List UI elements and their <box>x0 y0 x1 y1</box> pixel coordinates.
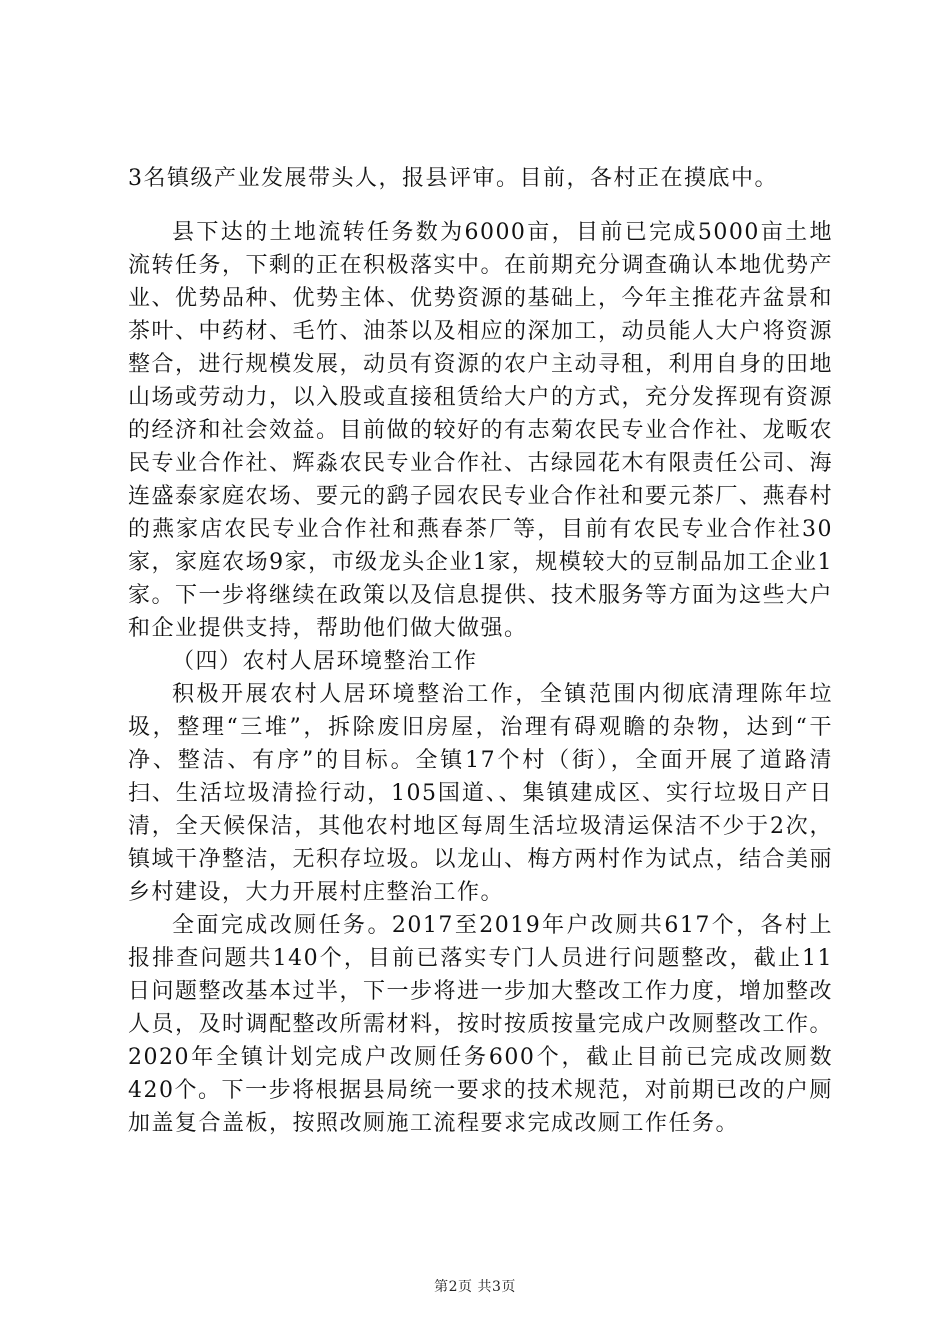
paragraph-land-transfer: 县下达的土地流转任务数为6000亩，目前已完成5000亩土地流转任务，下剩的正在积极落实中。在前期充分调查确认本地优势产业、优势品种、优势主体、优势资源的基础上，今年主推花卉盆景和茶叶、中药材、毛竹、油茶以及相应的深加工，动员能人大户将资源整合，进行规模发展，动员有资源的农户主动寻租，利用自身的田地山场或劳动力，以入股或直接租赁给大户的方式，充分发挥现有资源的经济和社会效益。目前做的较好的有志菊农民专业合作社、龙畈农民专业合作社、辉淼农民专业合作社、古绿园花木有限责任公司、海连盛泰家庭农场、要元的鹞子园农民专业合作社和要元茶厂、燕春村的燕家店农民专业合作社和燕春茶厂等，目前有农民专业合作社30家，家庭农场9家，市级龙头企业1家，规模较大的豆制品加工企业1家。下一步将继续在政策以及信息提供、技术服务等方面为这些大户和企业提供支持，帮助他们做大做强。 <box>128 220 834 641</box>
section-heading-environment: （四）农村人居环境整治工作 <box>172 649 478 674</box>
paragraph-toilet-reform: 全面完成改厕任务。2017至2019年户改厕共617个，各村上报排查问题共140个，目前已落实专门人员进行问题整改，截止11日问题整改基本过半，下一步将进一步加大整改工作力度，增加整改人员，及时调配整改所需材料，按时按质按量完成户改厕整改工作。2020年全镇计划完成户改厕任务600个，截止目前已完成改厕数420个。下一步将根据县局统一要求的技术规范，对前期已改的户厕加盖复合盖板，按照改厕施工流程要求完成改厕工作任务。 <box>128 913 834 1136</box>
paragraph-leaders: 3名镇级产业发展带头人，报县评审。目前，各村正在摸底中。 <box>128 166 778 191</box>
paragraph-environment: 积极开展农村人居环境整治工作，全镇范围内彻底清理陈年垃圾，整理“三堆”，拆除废旧房屋，治理有碍观瞻的杂物，达到“干净、整洁、有序”的目标。全镇17个村（街），全面开展了道路清扫、生活垃圾清捡行动，105国道、、集镇建成区、实行垃圾日产日清，全天候保洁，其他农村地区每周生活垃圾清运保洁不少于2次，镇域干净整洁，无积存垃圾。以龙山、梅方两村作为试点，结合美丽乡村建设，大力开展村庄整治工作。 <box>128 682 834 905</box>
page-footer: 第2页 共3页 <box>434 1279 516 1295</box>
document-body <box>128 162 833 1140</box>
